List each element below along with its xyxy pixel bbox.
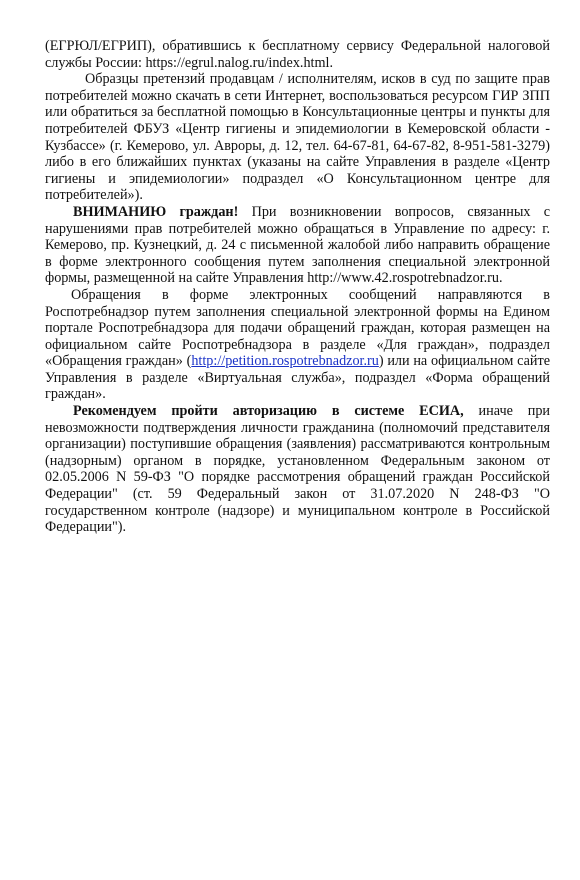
paragraph-electronic-appeals — [45, 287, 550, 403]
attention-heading: ВНИМАНИЮ граждан! — [73, 203, 239, 220]
attention-text: При возникновении вопросов, связанных с нарушениями прав потребителей можно обращаться в Управление по адресу: г. Кемерово, пр. Кузнецкий, д. 24 с письменной жалобой либо направить обращение в форме электронного сообщения путем заполнения специальной электронной формы, размещенной на сайте Управления http://www.42.rospotrebnadzor.ru. — [45, 203, 550, 287]
esia-recommendation-text: иначе при невозможности подтверждения личности гражданина (полномочий представителя организации) поступившие обращения (заявления) рассматриваются контрольным (надзорным) органом в порядке, установленном Федеральным законом от 02.05.2006 N 59-ФЗ "О порядке рассмотрения обращений граждан Российской Федерации" (ст. 59 Федеральный закон от 31.07.2020 N 248-ФЗ "О государственном контроле (надзоре) и муниципальном контроле в Российской Федерации"). — [45, 403, 551, 536]
petition-link[interactable]: http://petition.rospotrebnadzor.ru — [191, 353, 379, 370]
document-body — [45, 38, 550, 536]
paragraph-egrul-service: (ЕГРЮЛ/ЕГРИП), обратившись к бесплатному сервису Федеральной налоговой службы России: https://egrul.nalog.ru/index.html. — [45, 38, 550, 71]
electronic-appeals-text-start: Обращения в форме электронных сообщений направляются в Роспотребнадзор путем заполнения специальной электронной формы на Едином портале Роспотребнадзора для подачи обращений граждан, которая размещен на официальном сайте Роспотребнадзора в разделе «Для граждан», подраздел «Обращения граждан» ( — [45, 286, 550, 370]
esia-recommendation-heading: Рекомендуем пройти авторизацию в системе ЕСИА, — [73, 403, 464, 420]
electronic-appeals-text-end: ) или на официальном сайте Управления в разделе «Виртуальная служба», подраздел «Форма обращений граждан». — [45, 353, 550, 403]
paragraph-claim-samples: Образцы претензий продавцам / исполнителям, исков в суд по защите прав потребителей можно скачать в сети Интернет, воспользоваться ресурсом ГИР ЗПП или обратиться за бесплатной помощью в Консультационные центры и пункты для потребителей ФБУЗ «Центр гигиены и эпидемиологии в Кемеровской области - Кузбассе» (г. Кемерово, ул. Авроры, д. 12, тел. 64-67-81, 64-67-82, 8-951-581-3279) либо в его ближайших пунктах (указаны на сайте Управления в разделе «Центр гигиены и эпидемиологии» подраздел «О Консультационном центре для потребителей»). — [45, 71, 550, 204]
paragraph-esia-recommendation — [45, 403, 550, 536]
paragraph-attention-citizens — [45, 204, 550, 287]
